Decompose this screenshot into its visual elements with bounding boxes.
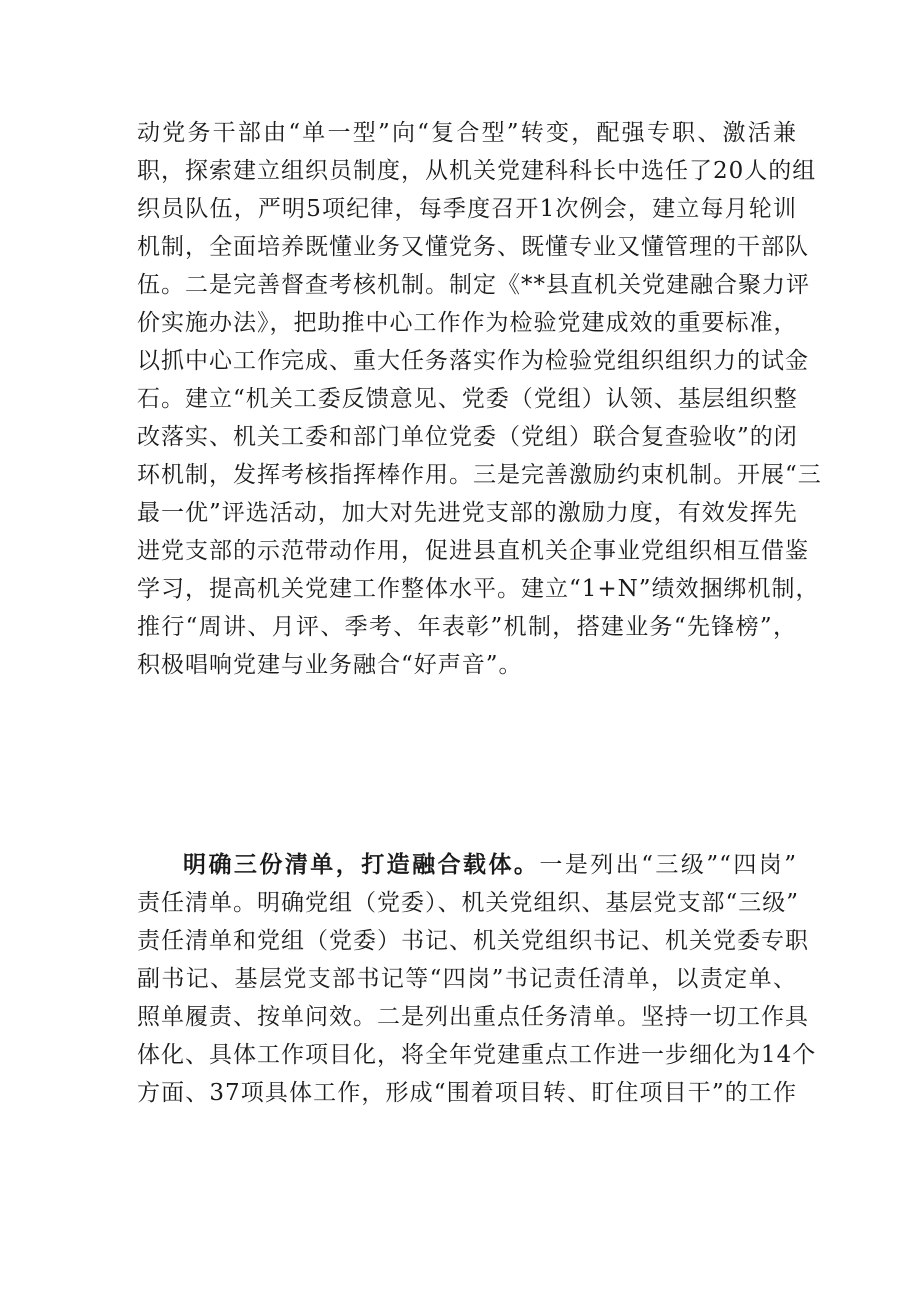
text-run: 一是列出“三级”“四岗” [539,852,797,878]
paragraph-heading: 明确三份清单，打造融合载体。 [183,851,540,878]
text-line: 改落实、机关工委和部门单位党委（党组）联合复查验收”的闭 [137,424,798,450]
text-line: 价实施办法》，把助推中心工作作为检验党建成效的重要标准， [137,310,798,336]
text-line: 推行“周讲、月评、季考、年表彰”机制，搭建业务“先锋榜”， [137,614,797,640]
text-line: 环机制，发挥考核指挥棒作用。三是完善激励约束机制。开展“三 [137,462,822,488]
text-line: 方面、37项具体工作，形成“围着项目转、盯住项目干”的工作 [137,1080,797,1106]
text-line: 石。建立“机关工委反馈意见、党委（党组）认领、基层组织整 [137,386,798,412]
text-line: 动党务干部由“单一型”向“复合型”转变，配强专职、激活兼 [137,120,797,146]
text-line: 副书记、基层党支部书记等“四岗”书记责任清单，以责定单、 [137,966,797,992]
paragraph-1 [137,114,822,684]
text-line: 最一优”评选活动，加大对先进党支部的激励力度，有效发挥先 [137,500,798,526]
text-line: 机制，全面培养既懂业务又懂党务、既懂专业又懂管理的干部队 [137,234,809,260]
text-line: 学习，提高机关党建工作整体水平。建立“1+N”绩效捆绑机制， [137,576,820,602]
text-line: 责任清单。明确党组（党委）、机关党组织、基层党支部“三级” [137,890,800,916]
text-line: 体化、具体工作项目化，将全年党建重点工作进一步细化为14个 [137,1042,817,1068]
text-line: 织员队伍，严明5项纪律，每季度召开1次例会，建立每月轮训 [137,196,797,222]
text-line: 积极唱响党建与业务融合“好声音”。 [137,652,523,678]
paragraph-2 [137,846,817,1112]
text-line: 责任清单和党组（党委）书记、机关党组织书记、机关党委专职 [137,928,809,954]
text-line: 职，探索建立组织员制度，从机关党建科科长中选任了20人的组 [137,158,817,184]
text-line: 照单履责、按单问效。二是列出重点任务清单。坚持一切工作具 [137,1004,809,1030]
text-line: 以抓中心工作完成、重大任务落实作为检验党组织组织力的试金 [137,348,809,374]
text-line: 进党支部的示范带动作用，促进县直机关企事业党组织相互借鉴 [137,538,809,564]
text-line: 伍。二是完善督查考核机制。制定《**县直机关党建融合聚力评 [137,272,810,298]
paragraph-first-line [137,846,797,884]
